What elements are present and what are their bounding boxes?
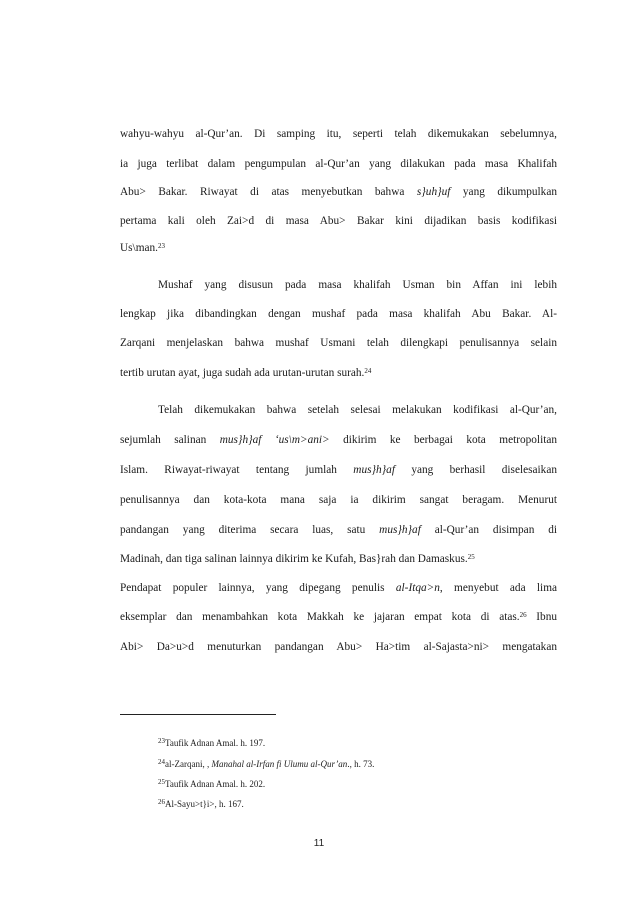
- body-text: sejumlah salinan: [120, 434, 220, 446]
- body-text: eksemplar dan menambahkan kota Makkah ke jajaran empat kota di atas.: [120, 611, 520, 623]
- body-italic: mus}h}af: [379, 524, 421, 536]
- footnote-separator: [120, 714, 276, 715]
- body-text: pandangan yang diterima secara luas, satu: [120, 524, 380, 536]
- footnote-number: 26: [158, 798, 165, 806]
- body-line: Zarqani menjelaskan bahwa mushaf Usmani telah dilengkapi penulisannya selain: [120, 337, 557, 349]
- footnote: [158, 798, 244, 810]
- body-line: [120, 241, 557, 255]
- footnote-text: Taufik Adnan Amal. h. 202.: [165, 779, 266, 789]
- body-line: [120, 366, 557, 380]
- body-italic: al-Itqa>n: [395, 582, 440, 594]
- body-line: [120, 463, 557, 477]
- body-text: Abu> Bakar. Riwayat di atas menyebutkan bahwa: [120, 186, 417, 198]
- body-italic: mus}h}af ‘us\m>ani>: [219, 434, 330, 446]
- body-text: Madinah, dan tiga salinan lainnya dikirim ke Kufah, Bas}rah dan Damaskus.: [120, 553, 468, 565]
- body-text: Pendapat populer lainnya, yang dipegang penulis: [120, 582, 396, 594]
- body-line: wahyu-wahyu al-Qur’an. Di samping itu, seperti telah dikemukakan sebelumnya,: [120, 128, 557, 140]
- body-text: yang dikumpulkan: [450, 186, 557, 198]
- body-line: [120, 185, 557, 199]
- body-line: Abi> Da>u>d menuturkan pandangan Abu> Ha>tim al-Sajasta>ni> mengatakan: [120, 641, 557, 653]
- footnote-text: Al-Sayu>t}i>, h. 167.: [165, 799, 244, 809]
- footnote: [158, 778, 265, 790]
- footnote-ref: 24: [364, 367, 372, 375]
- body-line: [120, 581, 557, 595]
- body-text: Islam. Riwayat-riwayat tentang jumlah: [120, 464, 354, 476]
- footnote-text: al-Zarqani, ,: [165, 759, 212, 769]
- footnote-ref: 26: [519, 611, 527, 619]
- body-line: ia juga terlibat dalam pengumpulan al-Qur’an yang dilakukan pada masa Khalifah: [120, 158, 557, 170]
- footnote: [158, 737, 265, 749]
- body-line: [120, 552, 557, 566]
- body-line: penulisannya dan kota-kota mana saja ia dikirim sangat beragam. Menurut: [120, 494, 557, 506]
- body-line: Telah dikemukakan bahwa setelah selesai melakukan kodifikasi al-Qur’an,: [158, 404, 557, 416]
- body-line: [120, 523, 557, 537]
- body-line: pertama kali oleh Zai>d di masa Abu> Bakar kini dijadikan basis kodifikasi: [120, 215, 557, 227]
- footnote-number: 25: [158, 778, 165, 786]
- body-italic: mus}h}af: [353, 464, 395, 476]
- footnote-text: ., h. 73.: [347, 759, 375, 769]
- body-italic: s}uh}uf: [416, 186, 451, 198]
- body-text: Ibnu: [536, 611, 558, 623]
- body-line: [120, 610, 557, 624]
- page-number: 11: [313, 838, 325, 849]
- footnote-title: Manahal al-Irfan fi Ulumu al-Qur’an: [211, 759, 348, 769]
- footnote-text: Taufik Adnan Amal. h. 197.: [165, 738, 266, 748]
- body-text: dikirim ke berbagai kota metropolitan: [329, 434, 558, 446]
- body-line: Mushaf yang disusun pada masa khalifah Usman bin Affan ini lebih: [158, 279, 557, 291]
- body-text: al-Qur’an disimpan di: [420, 524, 557, 536]
- body-text: tertib urutan ayat, juga sudah ada urutan-urutan surah.: [120, 367, 365, 379]
- body-text: yang berhasil diselesaikan: [394, 464, 557, 476]
- body-text: , menyebut ada lima: [439, 582, 557, 594]
- footnote-ref: 23: [157, 242, 165, 250]
- footnote-number: 24: [158, 758, 165, 766]
- body-line: lengkap jika dibandingkan dengan mushaf pada masa khalifah Abu Bakar. Al-: [120, 308, 557, 320]
- footnote-ref: 25: [467, 553, 475, 561]
- footnote-number: 23: [158, 737, 165, 745]
- body-line: [120, 433, 557, 447]
- body-text: Us\man.: [120, 242, 158, 254]
- footnote: [158, 758, 374, 770]
